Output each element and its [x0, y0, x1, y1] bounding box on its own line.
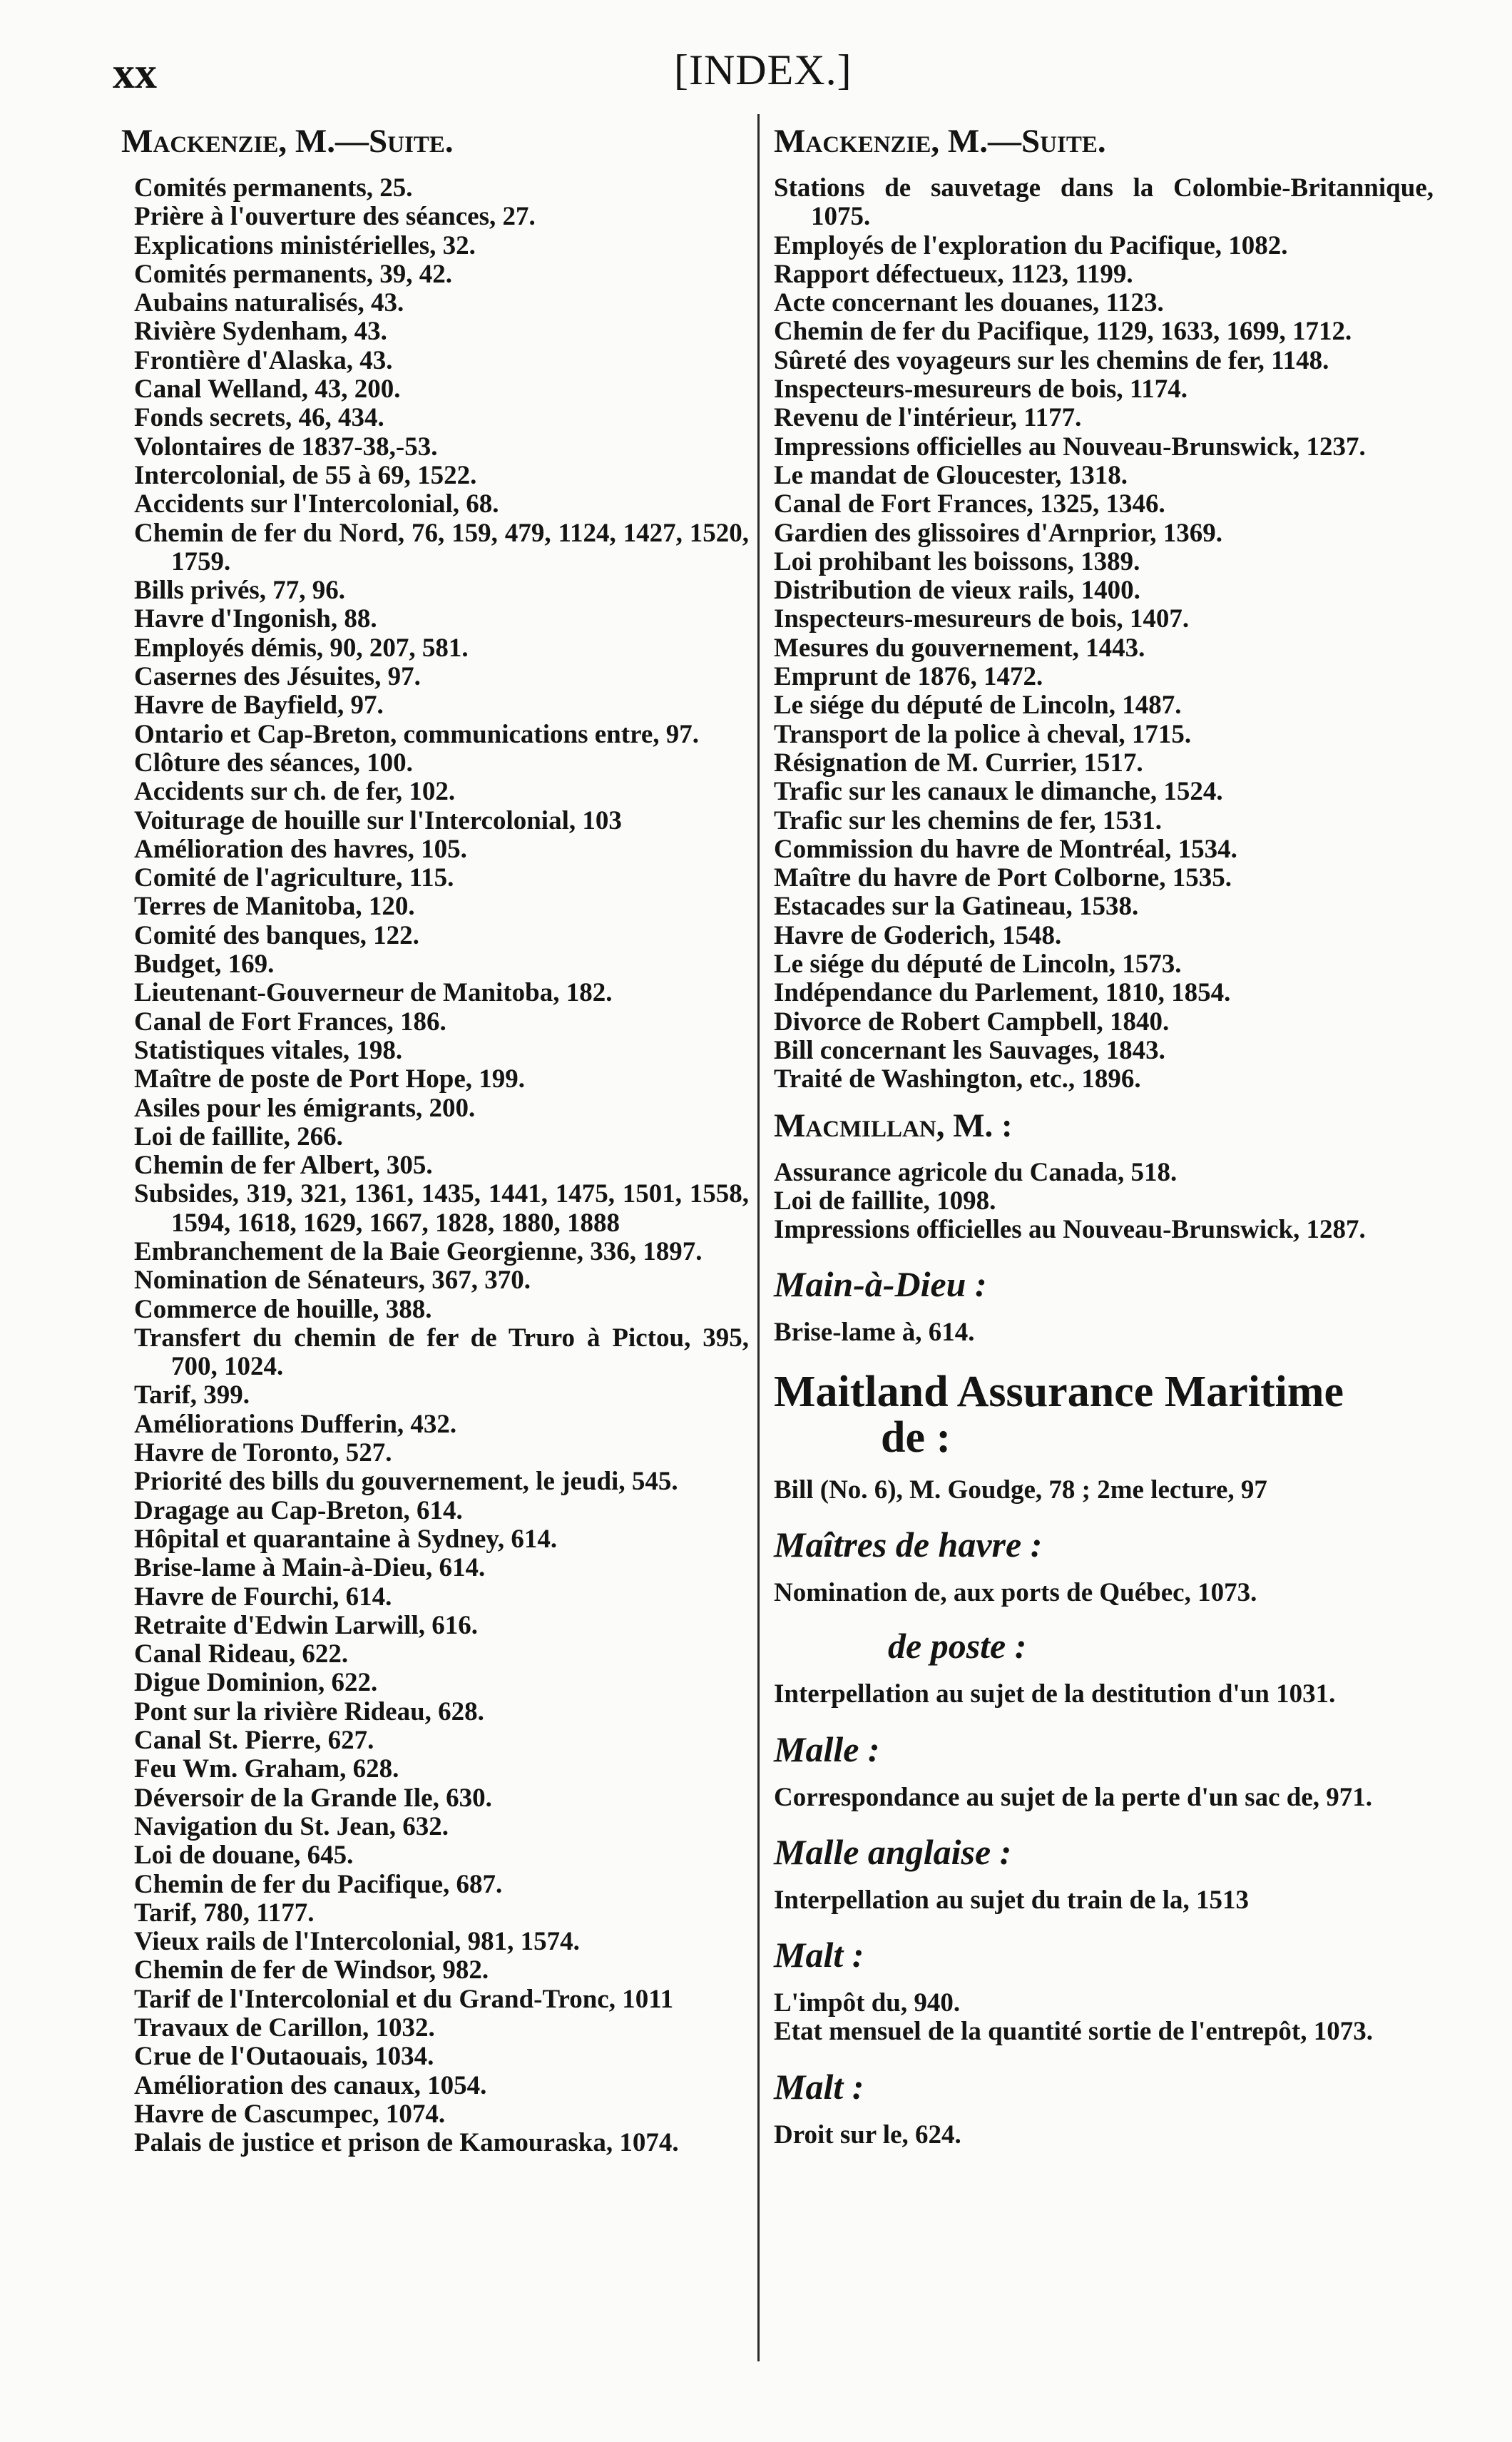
index-entry: Havre d'Ingonish, 88.: [134, 604, 377, 634]
entry-list: [774, 1159, 1434, 1245]
index-entry: Comité des banques, 122.: [134, 920, 419, 950]
index-entry: Feu Wm. Graham, 628.: [134, 1754, 399, 1784]
index-entry: Volontaires de 1837-38,-53.: [134, 432, 438, 462]
index-entry: Distribution de vieux rails, 1400.: [774, 576, 1140, 606]
section-heading-malt-2: Malt :: [774, 2066, 864, 2107]
index-entry: Transport de la police à cheval, 1715.: [774, 719, 1192, 749]
section-heading-mackenzie-suite: Mackenzie, M.—Suite.: [774, 123, 1106, 160]
index-entry: Canal de Fort Frances, 186.: [134, 1007, 446, 1037]
index-entry: Transfert du chemin de fer de Truro à Pictou, 395, 700, 1024.: [134, 1323, 749, 1382]
index-entry: Etat mensuel de la quantité sortie de l'entrepôt, 1073.: [774, 2017, 1373, 2047]
index-entry: Maître du havre de Port Colborne, 1535.: [774, 863, 1232, 893]
page-header: [0, 41, 1512, 106]
index-entry: Palais de justice et prison de Kamouraska, 1074.: [134, 2128, 679, 2158]
index-entry: Maître de poste de Port Hope, 199.: [134, 1064, 526, 1094]
index-entry: Rivière Sydenham, 43.: [134, 317, 387, 347]
section-heading-maitres-havre: Maîtres de havre :: [774, 1524, 1043, 1565]
section-heading-maitland: [774, 1369, 1434, 1460]
index-entry: Havre de Toronto, 527.: [134, 1438, 392, 1468]
index-entry: Trafic sur les canaux le dimanche, 1524.: [774, 777, 1223, 807]
index-entry: Pont sur la rivière Rideau, 628.: [134, 1696, 484, 1726]
index-entry: Comités permanents, 39, 42.: [134, 259, 453, 289]
index-entry: Loi de faillite, 1098.: [774, 1186, 996, 1216]
index-entry: Améliorations Dufferin, 432.: [134, 1409, 457, 1439]
index-entry: Crue de l'Outaouais, 1034.: [134, 2042, 434, 2072]
index-entry: Rapport défectueux, 1123, 1199.: [774, 259, 1133, 289]
entry-list: [774, 1886, 1434, 1915]
index-entry: Employés de l'exploration du Pacifique, 1082.: [774, 230, 1288, 260]
index-entry: Accidents sur ch. de fer, 102.: [134, 777, 456, 807]
index-entry: Nomination de Sénateurs, 367, 370.: [134, 1266, 531, 1296]
entry-list: [774, 2121, 1434, 2150]
page-title: [INDEX.]: [674, 46, 852, 93]
entry-list: [774, 1680, 1434, 1709]
index-entry: Priorité des bills du gouvernement, le jeudi, 545.: [134, 1467, 678, 1497]
index-entry: Explications ministérielles, 32.: [134, 230, 476, 260]
index-entry: Digue Dominion, 622.: [134, 1668, 378, 1698]
index-entry: Amélioration des havres, 105.: [134, 834, 467, 864]
index-entry: Intercolonial, de 55 à 69, 1522.: [134, 460, 477, 490]
index-entry: Chemin de fer du Pacifique, 687.: [134, 1869, 503, 1899]
index-entry: Résignation de M. Currier, 1517.: [774, 748, 1143, 778]
index-entry: Emprunt de 1876, 1472.: [774, 662, 1043, 692]
index-entry: Asiles pour les émigrants, 200.: [134, 1093, 476, 1123]
index-entry: Sûreté des voyageurs sur les chemins de fer, 1148.: [774, 345, 1329, 375]
index-entry: Navigation du St. Jean, 632.: [134, 1811, 449, 1841]
index-entry: Chemin de fer du Pacifique, 1129, 1633, 1699, 1712.: [774, 317, 1352, 347]
index-entry: Mesures du gouvernement, 1443.: [774, 633, 1145, 663]
index-entry: Statistiques vitales, 198.: [134, 1035, 403, 1065]
entry-list: [121, 174, 749, 2157]
index-entry: Casernes des Jésuites, 97.: [134, 662, 421, 692]
index-entry: Havre de Goderich, 1548.: [774, 920, 1062, 950]
page-number: xx: [113, 49, 157, 98]
index-entry: Loi prohibant les boissons, 1389.: [774, 546, 1140, 576]
index-entry: Budget, 169.: [134, 950, 275, 980]
column-divider: [757, 114, 760, 2361]
maitland-heading-line2: de :: [881, 1413, 951, 1462]
index-entry: Déversoir de la Grande Ile, 630.: [134, 1783, 492, 1813]
section-heading-malle: Malle :: [774, 1729, 880, 1769]
index-entry: Voiturage de houille sur l'Intercolonial, 103: [134, 805, 622, 835]
index-entry: Correspondance au sujet de la perte d'un sac de, 971.: [774, 1782, 1373, 1812]
section-heading-main-a-dieu: Main-à-Dieu :: [774, 1264, 987, 1305]
index-entry: Divorce de Robert Campbell, 1840.: [774, 1007, 1170, 1037]
index-entry: Estacades sur la Gatineau, 1538.: [774, 892, 1139, 922]
index-entry: Chemin de fer du Nord, 76, 159, 479, 1124, 1427, 1520, 1759.: [134, 518, 749, 576]
index-entry: Inspecteurs-mesureurs de bois, 1174.: [774, 375, 1188, 405]
index-entry: Chemin de fer de Windsor, 982.: [134, 1955, 489, 1985]
index-entry: Bill (No. 6), M. Goudge, 78 ; 2me lecture, 97: [774, 1475, 1267, 1505]
index-entry: Accidents sur l'Intercolonial, 68.: [134, 489, 499, 519]
index-entry: Travaux de Carillon, 1032.: [134, 2013, 435, 2042]
index-entry: Interpellation au sujet de la destitution d'un 1031.: [774, 1679, 1336, 1709]
index-entry: Le siége du député de Lincoln, 1573.: [774, 950, 1182, 980]
index-entry: Embranchement de la Baie Georgienne, 336, 1897.: [134, 1236, 703, 1266]
index-entry: Inspecteurs-mesureurs de bois, 1407.: [774, 604, 1190, 634]
entry-list: [774, 1318, 1434, 1347]
section-heading-mackenzie: Mackenzie, M.—Suite.: [121, 123, 454, 160]
index-entry: Canal de Fort Frances, 1325, 1346.: [774, 489, 1165, 519]
left-column: [121, 121, 749, 2157]
entry-list: [774, 1476, 1434, 1505]
index-entry: Canal Rideau, 622.: [134, 1639, 349, 1669]
entry-list: [774, 174, 1434, 1094]
index-entry: Trafic sur les chemins de fer, 1531.: [774, 805, 1162, 835]
index-entry: Commerce de houille, 388.: [134, 1294, 432, 1324]
index-entry: Revenu de l'intérieur, 1177.: [774, 403, 1082, 433]
index-entry: Aubains naturalisés, 43.: [134, 288, 404, 318]
section-heading-malt: Malt :: [774, 1935, 864, 1975]
right-column: [774, 121, 1434, 2150]
section-heading-macmillan: Macmillan, M. :: [774, 1106, 1013, 1144]
index-entry: Canal Welland, 43, 200.: [134, 375, 401, 405]
index-entry: Traité de Washington, etc., 1896.: [774, 1064, 1141, 1094]
index-entry: Bills privés, 77, 96.: [134, 576, 346, 606]
index-entry: Impressions officielles au Nouveau-Brunswick, 1287.: [774, 1215, 1366, 1245]
index-entry: Impressions officielles au Nouveau-Brunswick, 1237.: [774, 432, 1366, 462]
index-entry: Chemin de fer Albert, 305.: [134, 1151, 433, 1181]
index-entry: Frontière d'Alaska, 43.: [134, 345, 393, 375]
index-entry: Dragage au Cap-Breton, 614.: [134, 1495, 463, 1525]
index-entry: Subsides, 319, 321, 1361, 1435, 1441, 1475, 1501, 1558, 1594, 1618, 1629, 1667, 1828, 1880, 1888: [134, 1179, 749, 1238]
index-entry: Fonds secrets, 46, 434.: [134, 403, 384, 433]
index-entry: Prière à l'ouverture des séances, 27.: [134, 202, 536, 232]
index-entry: Commission du havre de Montréal, 1534.: [774, 834, 1237, 864]
index-entry: Employés démis, 90, 207, 581.: [134, 633, 469, 663]
index-entry: Interpellation au sujet du train de la, 1513: [774, 1885, 1250, 1915]
index-entry: L'impôt du, 940.: [774, 1988, 961, 2018]
index-entry: Nomination de, aux ports de Québec, 1073.: [774, 1577, 1257, 1607]
index-entry: Havre de Fourchi, 614.: [134, 1582, 392, 1612]
index-entry: Havre de Cascumpec, 1074.: [134, 2099, 446, 2129]
index-entry: Indépendance du Parlement, 1810, 1854.: [774, 978, 1231, 1008]
index-entry: Clôture des séances, 100.: [134, 748, 413, 778]
index-entry: Brise-lame à, 614.: [774, 1318, 975, 1348]
index-entry: Hôpital et quarantaine à Sydney, 614.: [134, 1524, 558, 1554]
index-entry: Acte concernant les douanes, 1123.: [774, 288, 1164, 318]
index-entry: Assurance agricole du Canada, 518.: [774, 1157, 1178, 1187]
index-entry: Tarif, 780, 1177.: [134, 1898, 315, 1928]
section-heading-malle-anglaise: Malle anglaise :: [774, 1831, 1012, 1872]
entry-list: [774, 1784, 1434, 1812]
index-entry: Le siége du député de Lincoln, 1487.: [774, 691, 1182, 721]
index-entry: Brise-lame à Main-à-Dieu, 614.: [134, 1553, 486, 1583]
index-entry: Lieutenant-Gouverneur de Manitoba, 182.: [134, 978, 613, 1008]
index-entry: Terres de Manitoba, 120.: [134, 892, 415, 922]
index-entry: Stations de sauvetage dans la Colombie-Britannique, 1075.: [774, 173, 1434, 232]
entry-list: [774, 1989, 1434, 2047]
maitland-heading-line1: Maitland Assurance Maritime: [774, 1367, 1344, 1416]
index-entry: Havre de Bayfield, 97.: [134, 691, 384, 721]
entry-list: [774, 1579, 1434, 1607]
index-entry: Loi de douane, 645.: [134, 1841, 354, 1871]
index-entry: Ontario et Cap-Breton, communications entre, 97.: [134, 719, 699, 749]
index-entry: Vieux rails de l'Intercolonial, 981, 1574.: [134, 1927, 580, 1957]
index-entry: Loi de faillite, 266.: [134, 1121, 343, 1151]
index-entry: Le mandat de Gloucester, 1318.: [774, 460, 1128, 490]
index-entry: Comité de l'agriculture, 115.: [134, 863, 454, 893]
index-entry: Gardien des glissoires d'Arnprior, 1369.: [774, 518, 1223, 548]
section-heading-de-poste: de poste :: [888, 1626, 1027, 1667]
index-entry: Tarif, 399.: [134, 1380, 250, 1410]
index-entry: Comités permanents, 25.: [134, 173, 413, 203]
index-entry: Retraite d'Edwin Larwill, 616.: [134, 1610, 479, 1640]
index-entry: Tarif de l'Intercolonial et du Grand-Tronc, 1011: [134, 1984, 674, 2014]
index-entry: Droit sur le, 624.: [774, 2120, 961, 2150]
index-entry: Bill concernant les Sauvages, 1843.: [774, 1035, 1165, 1065]
index-entry: Amélioration des canaux, 1054.: [134, 2070, 487, 2100]
index-entry: Canal St. Pierre, 627.: [134, 1726, 374, 1756]
